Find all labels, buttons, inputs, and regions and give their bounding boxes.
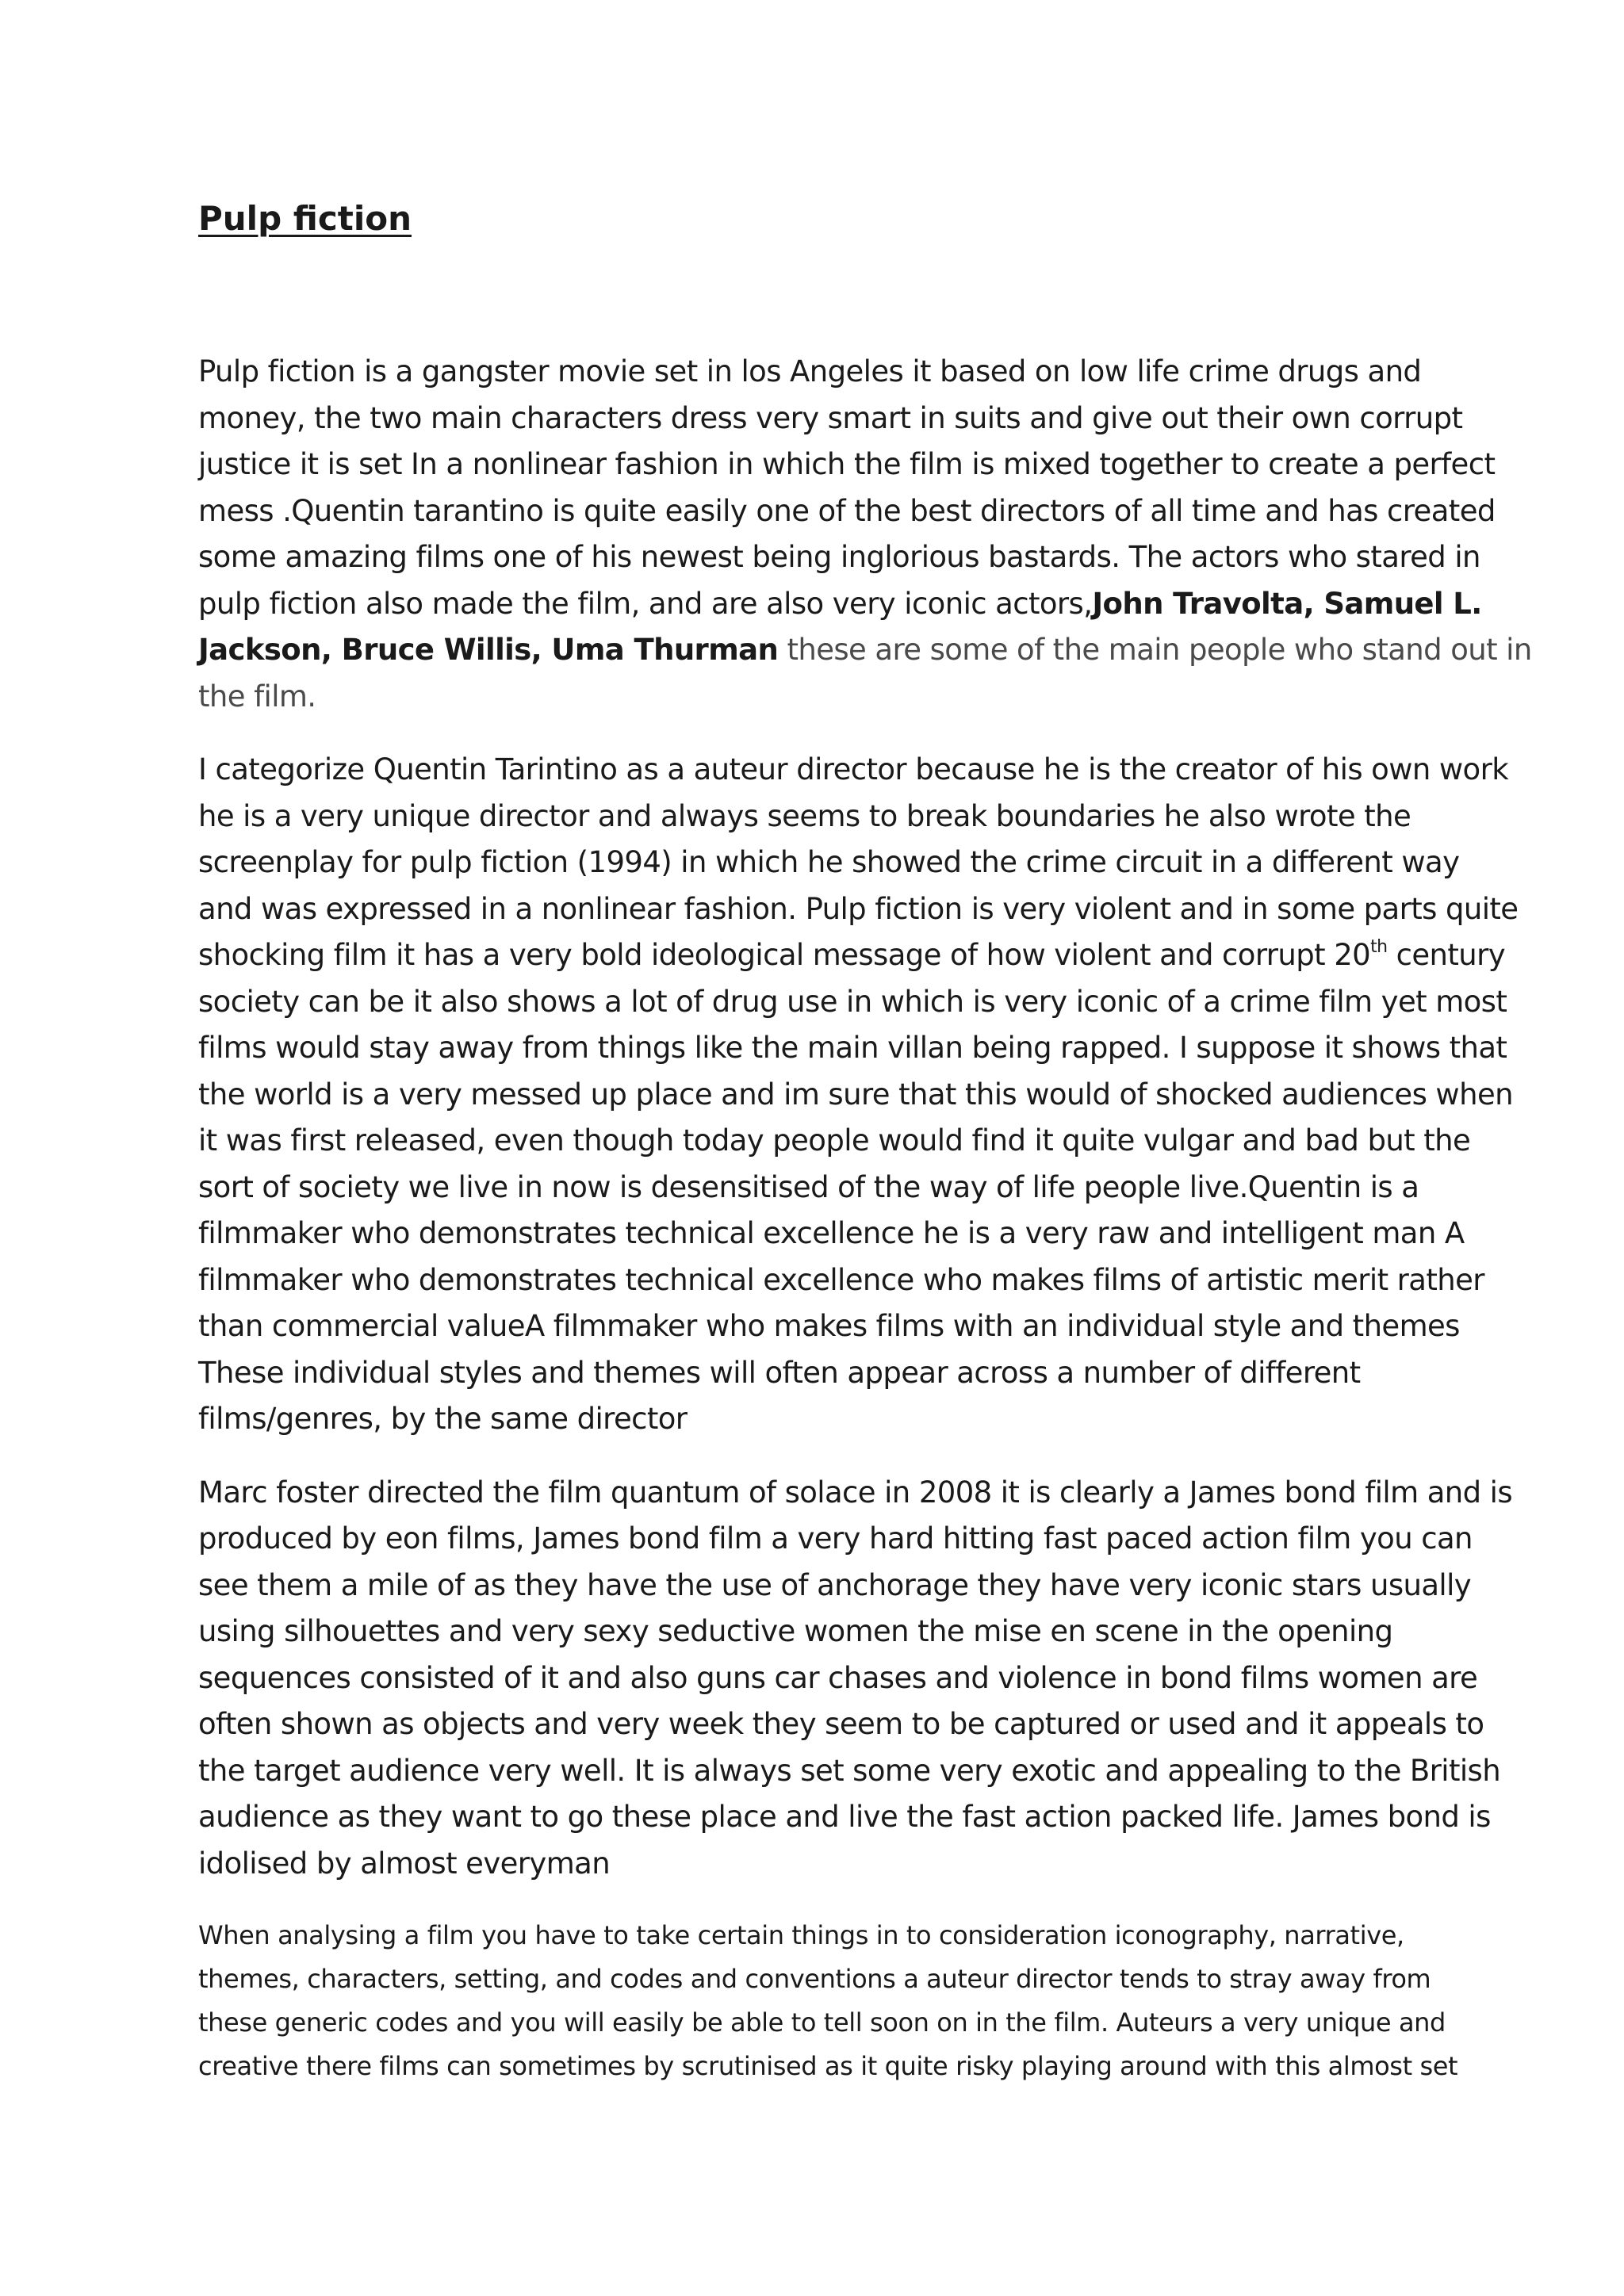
document-body [198, 349, 1532, 2115]
text-line: mess .Quentin tarantino is quite easily one of the best directors of all time and has created [198, 493, 1496, 528]
text-line: these generic codes and you will easily be able to tell soon on in the film. Auteurs a very unique and [198, 2007, 1446, 2038]
actor-names-bold: John Travolta, Samuel L. [1092, 586, 1482, 621]
text-line: When analysing a film you have to take certain things in to consideration iconography, narrative, [198, 1920, 1404, 1950]
text-line: I categorize Quentin Tarintino as a auteur director because he is the creator of his own work [198, 752, 1509, 786]
text-line: justice it is set In a nonlinear fashion in which the film is mixed together to create a perfect [198, 447, 1496, 481]
text-line: and was expressed in a nonlinear fashion. Pulp fiction is very violent and in some parts quite [198, 891, 1519, 926]
text-line: he is a very unique director and always seems to break boundaries he also wrote the [198, 798, 1411, 833]
text-line: screenplay for pulp fiction (1994) in which he showed the crime circuit in a different way [198, 845, 1460, 879]
text-segment: these are some of the main people who stand out in [778, 633, 1532, 667]
paragraph-1 [198, 349, 1532, 720]
text-line: the target audience very well. It is always set some very exotic and appealing to the British [198, 1753, 1501, 1788]
document-title: Pulp fiction [198, 199, 412, 238]
text-line [198, 932, 1506, 979]
text-line: see them a mile of as they have the use of anchorage they have very iconic stars usually [198, 1567, 1472, 1602]
paragraph-4 [198, 1914, 1458, 2088]
text-line: themes, characters, setting, and codes and conventions a auteur director tends to stray away from [198, 1964, 1431, 1994]
text-line [198, 581, 1482, 628]
text-line: the world is a very messed up place and im sure that this would of shocked audiences when [198, 1077, 1513, 1112]
text-line: creative there films can sometimes by scrutinised as it quite risky playing around with this almost set [198, 2051, 1458, 2081]
text-line: money, the two main characters dress very smart in suits and give out their own corrupt [198, 400, 1463, 435]
text-line: society can be it also shows a lot of drug use in which is very iconic of a crime film yet most [198, 984, 1507, 1019]
text-line: Marc foster directed the film quantum of solace in 2008 it is clearly a James bond film and is [198, 1475, 1513, 1510]
text-line: films would stay away from things like the main villan being rapped. I suppose it shows that [198, 1031, 1507, 1065]
text-line: the film. [198, 679, 316, 714]
text-line: idolised by almost everyman [198, 1846, 611, 1881]
text-line: films/genres, by the same director [198, 1402, 688, 1436]
text-line [198, 627, 1532, 674]
text-line: using silhouettes and very sexy seductive women the mise en scene in the opening [198, 1614, 1393, 1648]
text-line: sort of society we live in now is desensitised of the way of life people live.Quentin is a [198, 1169, 1419, 1204]
actor-names-bold: Jackson, Bruce Willis, Uma Thurman [198, 633, 779, 667]
text-line: produced by eon films, James bond film a very hard hitting fast paced action film you can [198, 1521, 1473, 1556]
text-line: These individual styles and themes will often appear across a number of different [198, 1355, 1361, 1390]
text-line: some amazing films one of his newest being inglorious bastards. The actors who stared in [198, 540, 1480, 574]
text-line: sequences consisted of it and also guns car chases and violence in bond films women are [198, 1660, 1478, 1695]
text-line: often shown as objects and very week they seem to be captured or used and it appeals to [198, 1707, 1484, 1741]
text-segment: century [1387, 938, 1506, 972]
paragraph-3 [198, 1470, 1513, 1888]
text-line: Pulp fiction is a gangster movie set in los Angeles it based on low life crime drugs and [198, 354, 1422, 388]
text-line: filmmaker who demonstrates technical excellence he is a very raw and intelligent man A [198, 1216, 1465, 1250]
text-line: it was first released, even though today people would find it quite vulgar and bad but the [198, 1123, 1471, 1158]
text-segment: pulp fiction also made the film, and are also very iconic actors, [198, 586, 1093, 621]
text-line: audience as they want to go these place and live the fast action packed life. James bond is [198, 1800, 1491, 1834]
paragraph-2 [198, 747, 1519, 1443]
text-line: filmmaker who demonstrates technical excellence who makes films of artistic merit rather [198, 1262, 1484, 1297]
text-line: than commercial valueA filmmaker who makes films with an individual style and themes [198, 1309, 1460, 1343]
text-segment: shocking film it has a very bold ideological message of how violent and corrupt 20 [198, 938, 1371, 972]
superscript: th [1370, 937, 1388, 957]
